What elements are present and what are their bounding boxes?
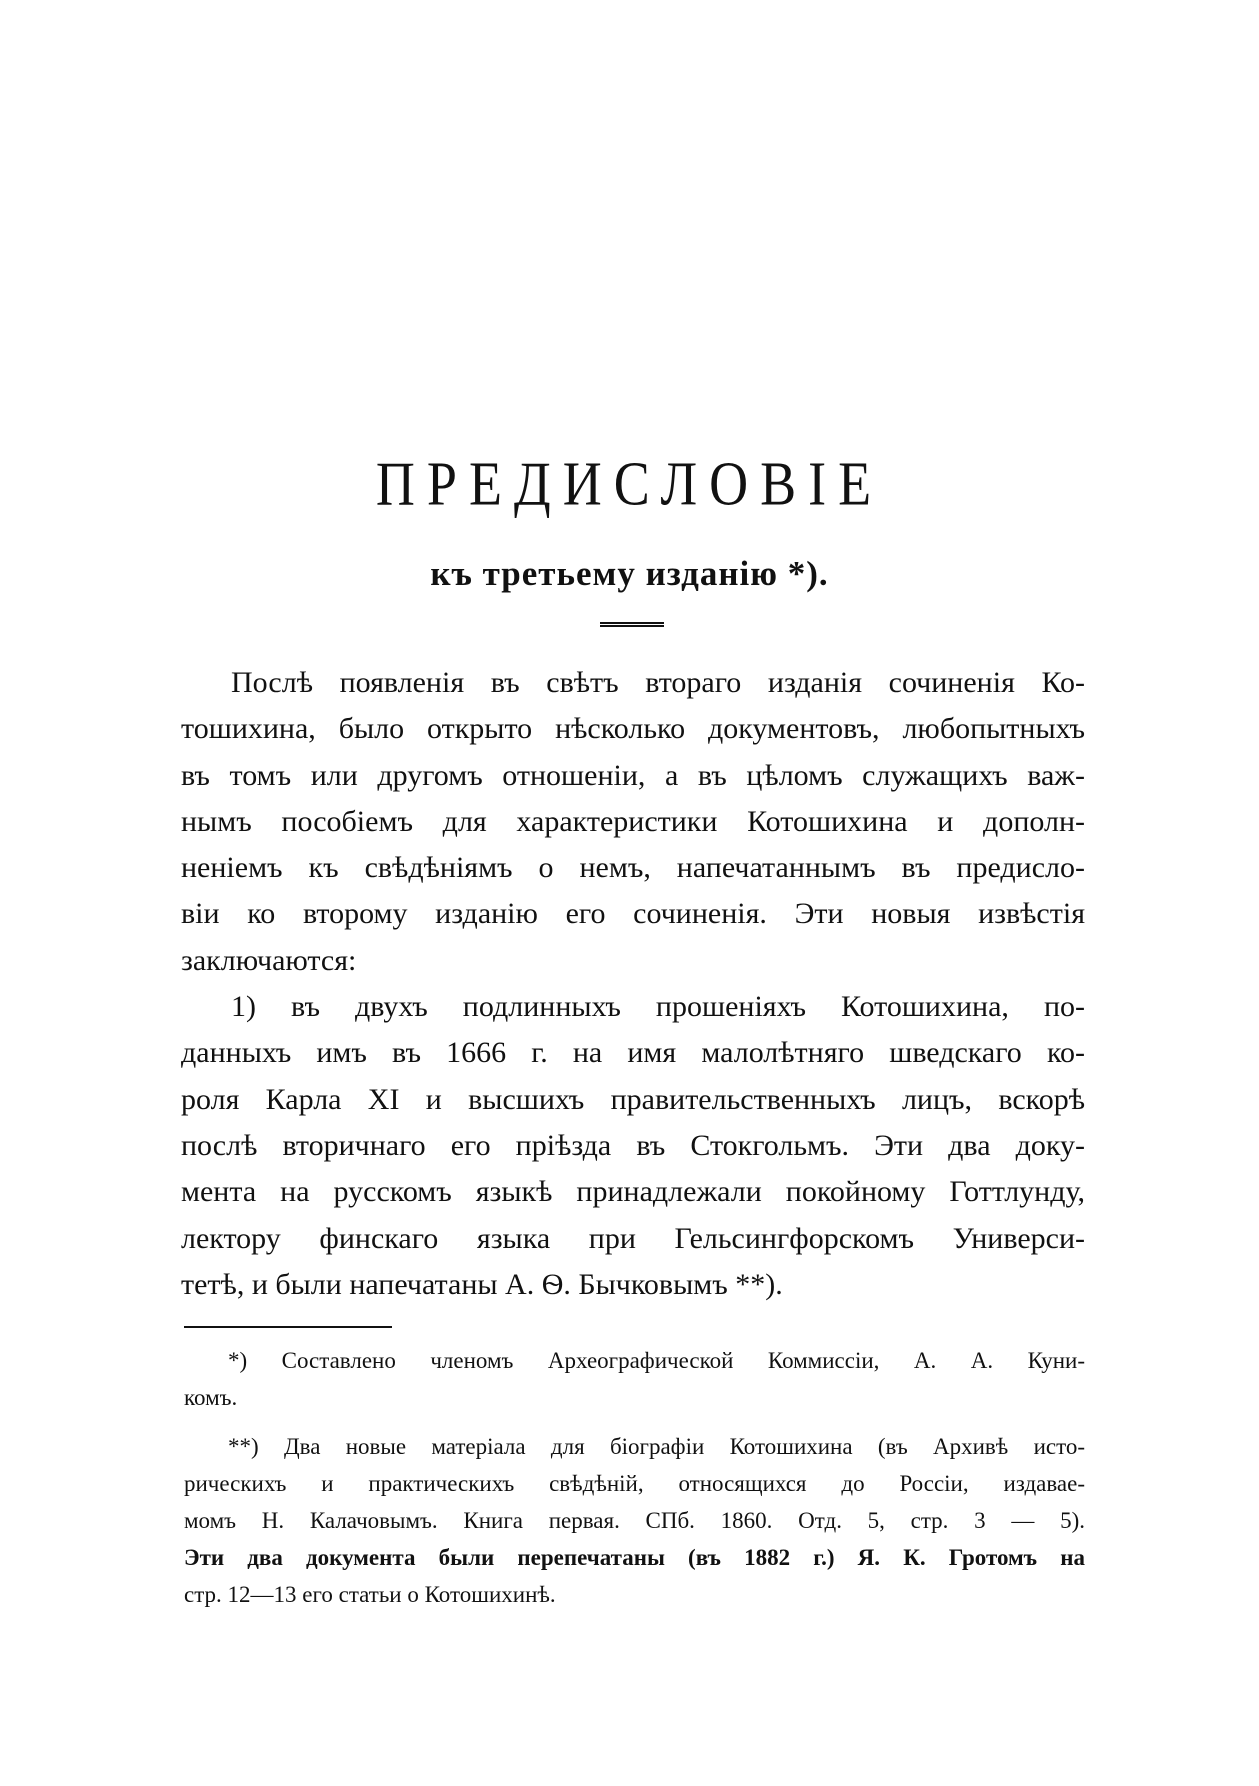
page-title: ПРЕДИСЛОВIЕ <box>375 449 884 519</box>
footnote-line: *) Составлено членомъ Археографической Коммиссiи, А. А. Куни- <box>228 1348 1085 1373</box>
text-line: вiи ко второму изданiю его сочиненiя. Эти новыя извѣстiя <box>181 897 1085 931</box>
footnote-line: Эти два документа были перепечатаны (въ 1882 г.) Я. К. Гротомъ на <box>184 1545 1085 1570</box>
text-line: тетѣ, и были напечатаны А. Ѳ. Бычковымъ **). <box>181 1267 783 1301</box>
text-line: данныхъ имъ въ 1666 г. на имя малолѣтняго шведскаго ко- <box>181 1036 1085 1070</box>
text-line: ненiемъ къ свѣдѣнiямъ о немъ, напечатаннымъ въ предисло- <box>181 851 1085 885</box>
text-line: въ томъ или другомъ отношенiи, а въ цѣломъ служащихъ важ- <box>181 758 1085 792</box>
title-divider <box>600 622 664 627</box>
footnote-line: комъ. <box>184 1385 238 1410</box>
text-line: 1) въ двухъ подлинныхъ прошенiяхъ Котошихина, по- <box>231 990 1085 1024</box>
footnote-line: **) Два новые матерiала для бiографiи Котошихина (въ Архивѣ исто- <box>228 1434 1085 1459</box>
footnote-line: рическихъ и практическихъ свѣдѣнiй, относящихся до Россiи, издавае- <box>184 1471 1085 1496</box>
footnote-gap <box>184 1416 1085 1428</box>
page-subtitle: къ третьему изданiю *). <box>430 554 829 593</box>
footnote-separator <box>184 1326 392 1328</box>
text-line: тошихина, было открыто нѣсколько документовъ, любопытныхъ <box>181 712 1085 746</box>
main-text <box>181 660 1085 1308</box>
text-line: лектору финскаго языка при Гельсингфорскомъ Универси- <box>181 1221 1085 1255</box>
footnote-line: момъ Н. Калачовымъ. Книга первая. СПб. 1860. Отд. 5, стр. 3 — 5). <box>184 1508 1085 1533</box>
footnote-line: стр. 12—13 его статьи о Котошихинѣ. <box>184 1582 556 1607</box>
text-line: нымъ пособiемъ для характеристики Котошихина и дополн- <box>181 804 1085 838</box>
footnotes <box>184 1342 1085 1613</box>
text-line: Послѣ появленiя въ свѣтъ втораго изданiя сочиненiя Ко- <box>231 666 1085 699</box>
text-line: заключаются: <box>181 943 357 977</box>
text-line: мента на русскомъ языкѣ принадлежали покойному Готтлунду, <box>181 1175 1085 1209</box>
text-line: послѣ вторичнаго его прiѣзда въ Стокгольмъ. Эти два доку- <box>181 1128 1085 1162</box>
text-line: роля Карла XI и высшихъ правительственныхъ лицъ, вскорѣ <box>181 1082 1085 1116</box>
